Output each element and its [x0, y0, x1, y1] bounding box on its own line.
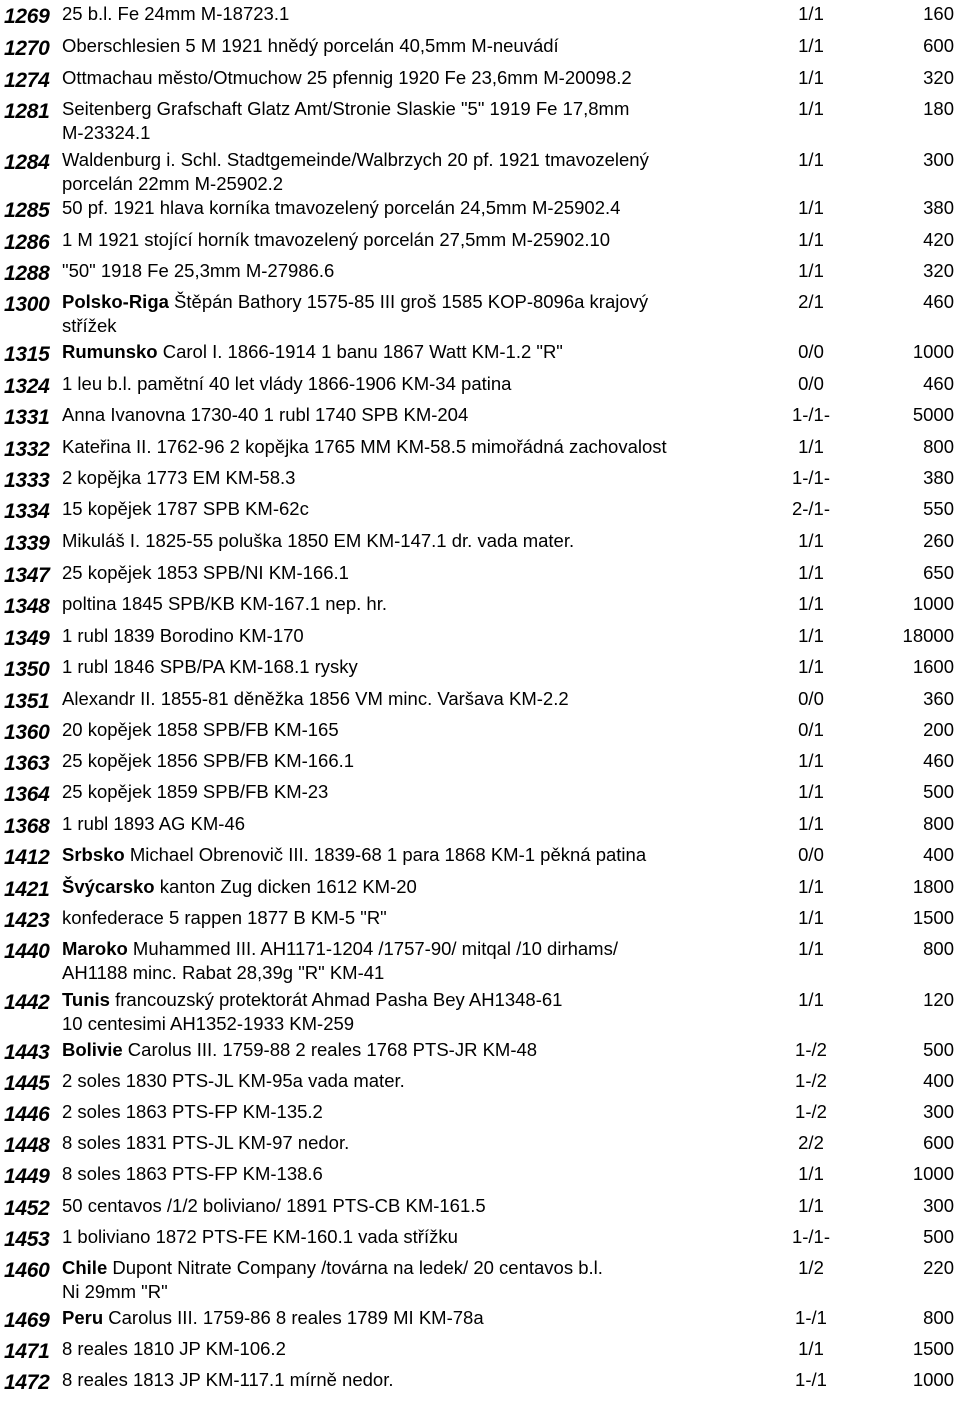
lot-grade: 2/1 — [798, 291, 824, 312]
lot-price: 320 — [923, 260, 954, 281]
lot-number: 1363 — [4, 752, 50, 775]
lot-grade: 1/1 — [798, 907, 824, 928]
lot-grade: 1/1 — [798, 989, 824, 1010]
description-line — [62, 1162, 782, 1186]
description-text: Mikuláš I. 1825-55 poluška 1850 EM KM-147.1 dr. vada mater. — [62, 530, 575, 551]
lot-number: 1449 — [4, 1165, 50, 1188]
lot-number: 1471 — [4, 1340, 50, 1363]
lot-description — [62, 1306, 782, 1330]
lot-number: 1347 — [4, 564, 50, 587]
lot-price: 1600 — [912, 656, 954, 677]
lot-row — [0, 937, 960, 983]
lot-description — [62, 812, 782, 836]
description-text: AH1188 minc. Rabat 28,39g "R" KM-41 — [62, 961, 385, 983]
description-text: 25 b.l. Fe 24mm M-18723.1 — [62, 3, 290, 24]
lot-grade: 1-/1 — [795, 1369, 827, 1390]
description-line — [62, 1368, 782, 1392]
lot-description — [62, 259, 782, 283]
lot-grade: 0/0 — [798, 373, 824, 394]
lot-number: 1334 — [4, 500, 50, 523]
description-text: střížek — [62, 314, 117, 336]
lot-description — [62, 1162, 782, 1186]
description-line — [62, 1337, 782, 1361]
description-text: Dupont Nitrate Company /továrna na ledek/ 20 centavos b.l. — [107, 1257, 603, 1278]
description-line — [62, 1100, 782, 1124]
lot-description — [62, 529, 782, 553]
description-text: Michael Obrenovič III. 1839-68 1 para 1868 KM-1 pěkná patina — [124, 844, 647, 865]
description-text: Ottmachau město/Otmuchow 25 pfennig 1920 Fe 23,6mm M-20098.2 — [62, 67, 632, 88]
lot-grade: 1/1 — [798, 781, 824, 802]
lot-number: 1453 — [4, 1228, 50, 1251]
lot-number: 1443 — [4, 1041, 50, 1064]
lot-description — [62, 34, 782, 58]
description-text: 50 pf. 1921 hlava korníka tmavozelený porcelán 24,5mm M-25902.4 — [62, 197, 621, 218]
description-line — [62, 259, 782, 283]
lot-price: 18000 — [902, 625, 954, 646]
lot-number: 1331 — [4, 406, 50, 429]
lot-price: 600 — [923, 35, 954, 56]
lot-price: 120 — [923, 989, 954, 1010]
lot-grade: 1/1 — [798, 625, 824, 646]
lot-description — [62, 1225, 782, 1249]
country-name: Srbsko — [62, 844, 125, 865]
description-text: 8 reales 1813 JP KM-117.1 mírně nedor. — [62, 1369, 394, 1390]
lot-number: 1452 — [4, 1197, 50, 1220]
lot-price: 420 — [923, 229, 954, 250]
lot-description — [62, 718, 782, 742]
lot-number: 1368 — [4, 815, 50, 838]
description-text: 1 M 1921 stojící horník tmavozelený porcelán 27,5mm M-25902.10 — [62, 229, 611, 250]
lot-price: 1000 — [912, 341, 954, 362]
description-line — [62, 937, 782, 961]
description-line — [62, 228, 782, 252]
country-name: Chile — [62, 1257, 108, 1278]
lot-price: 500 — [923, 1039, 954, 1060]
lot-row — [0, 1368, 960, 1408]
lot-grade: 0/0 — [798, 688, 824, 709]
description-line — [62, 718, 782, 742]
description-text: Carolus III. 1759-88 2 reales 1768 PTS-JR KM-48 — [122, 1039, 538, 1060]
lot-grade: 1/1 — [798, 149, 824, 170]
lot-description — [62, 228, 782, 252]
description-line — [62, 97, 782, 121]
description-line — [62, 561, 782, 585]
description-line — [62, 372, 782, 396]
description-text: 25 kopějek 1853 SPB/NI KM-166.1 — [62, 562, 349, 583]
lot-price: 650 — [923, 562, 954, 583]
lot-number: 1421 — [4, 878, 50, 901]
lot-row — [0, 290, 960, 336]
lot-number: 1274 — [4, 69, 50, 92]
description-text: 1 rubl 1893 AG KM-46 — [62, 813, 246, 834]
lot-price: 300 — [923, 149, 954, 170]
lot-price: 200 — [923, 719, 954, 740]
lot-description — [62, 2, 782, 26]
lot-description — [62, 435, 782, 459]
description-text: 25 kopějek 1856 SPB/FB KM-166.1 — [62, 750, 355, 771]
description-line — [62, 34, 782, 58]
lot-grade: 0/0 — [798, 844, 824, 865]
lot-description — [62, 340, 782, 364]
country-name: Peru — [62, 1307, 104, 1328]
lot-price: 400 — [923, 1070, 954, 1091]
lot-price: 550 — [923, 498, 954, 519]
description-text: porcelán 22mm M-25902.2 — [62, 172, 284, 194]
description-text: 1 boliviano 1872 PTS-FE KM-160.1 vada střížku — [62, 1226, 458, 1247]
description-text: Štěpán Bathory 1575-85 III groš 1585 KOP-8096a krajový — [168, 291, 649, 312]
lot-price: 500 — [923, 1226, 954, 1247]
lot-price: 260 — [923, 530, 954, 551]
lot-price: 380 — [923, 197, 954, 218]
lot-price: 460 — [923, 291, 954, 312]
lot-grade: 1/1 — [798, 593, 824, 614]
description-line — [62, 875, 782, 899]
lot-grade: 1/1 — [798, 98, 824, 119]
description-text: 8 soles 1831 PTS-JL KM-97 nedor. — [62, 1132, 350, 1153]
description-line — [62, 435, 782, 459]
lot-price: 600 — [923, 1132, 954, 1153]
lot-number: 1440 — [4, 940, 50, 963]
description-line — [62, 497, 782, 521]
description-text: Carolus III. 1759-86 8 reales 1789 MI KM-78a — [103, 1307, 484, 1328]
lot-number: 1460 — [4, 1259, 50, 1282]
lot-row — [0, 1256, 960, 1302]
lot-description — [62, 196, 782, 220]
lot-grade: 1/1 — [798, 197, 824, 218]
lot-number: 1351 — [4, 690, 50, 713]
description-text: M-23324.1 — [62, 121, 151, 143]
description-text: 50 centavos /1/2 boliviano/ 1891 PTS-CB KM-161.5 — [62, 1195, 486, 1216]
description-text: 25 kopějek 1859 SPB/FB KM-23 — [62, 781, 329, 802]
lot-number: 1281 — [4, 100, 50, 123]
lot-description — [62, 875, 782, 899]
lot-grade: 1/1 — [798, 1163, 824, 1184]
lot-grade: 1/2 — [798, 1257, 824, 1278]
description-line — [62, 290, 782, 314]
description-line — [62, 988, 782, 1012]
lot-number: 1324 — [4, 375, 50, 398]
lot-description — [62, 1368, 782, 1392]
lot-description — [62, 988, 782, 1035]
description-line — [62, 340, 782, 364]
lot-price: 1000 — [912, 1369, 954, 1390]
description-line — [62, 812, 782, 836]
lot-number: 1445 — [4, 1072, 50, 1095]
lot-price: 380 — [923, 467, 954, 488]
lot-grade: 0/0 — [798, 341, 824, 362]
description-text: 15 kopějek 1787 SPB KM-62c — [62, 498, 309, 519]
lot-price: 800 — [923, 436, 954, 457]
description-line — [62, 624, 782, 648]
lot-row — [0, 97, 960, 143]
lot-grade: 1-/2 — [795, 1070, 827, 1091]
description-line — [62, 196, 782, 220]
description-line — [62, 1225, 782, 1249]
description-line — [62, 1256, 782, 1280]
lot-price: 360 — [923, 688, 954, 709]
lot-number: 1423 — [4, 909, 50, 932]
description-line — [62, 1280, 782, 1304]
description-line — [62, 148, 782, 172]
lot-row — [0, 988, 960, 1034]
description-line — [62, 172, 782, 196]
lot-description — [62, 148, 782, 195]
lot-grade: 1/1 — [798, 876, 824, 897]
description-text: Alexandr II. 1855-81 děněžka 1856 VM minc. Varšava KM-2.2 — [62, 688, 569, 709]
lot-grade: 1-/1- — [791, 467, 831, 488]
lot-description — [62, 843, 782, 867]
lot-number: 1269 — [4, 5, 50, 28]
lot-price: 1500 — [912, 907, 954, 928]
lot-description — [62, 1256, 782, 1303]
lot-grade: 1/1 — [798, 3, 824, 24]
lot-grade: 1/1 — [798, 67, 824, 88]
description-text: 20 kopějek 1858 SPB/FB KM-165 — [62, 719, 339, 740]
lot-number: 1315 — [4, 343, 50, 366]
lot-price: 220 — [923, 1257, 954, 1278]
country-name: Švýcarsko — [62, 876, 155, 897]
lot-number: 1348 — [4, 595, 50, 618]
description-line — [62, 403, 782, 427]
description-line — [62, 843, 782, 867]
description-line — [62, 961, 782, 985]
lot-description — [62, 466, 782, 490]
description-text: Carol I. 1866-1914 1 banu 1867 Watt KM-1.2 "R" — [157, 341, 563, 362]
lot-grade: 1/1 — [798, 229, 824, 250]
lot-description — [62, 1100, 782, 1124]
description-text: kanton Zug dicken 1612 KM-20 — [154, 876, 417, 897]
description-line — [62, 466, 782, 490]
description-text: 1 rubl 1846 SPB/PA KM-168.1 rysky — [62, 656, 358, 677]
lot-price: 180 — [923, 98, 954, 119]
lot-price: 1000 — [912, 593, 954, 614]
description-line — [62, 1038, 782, 1062]
lot-price: 460 — [923, 373, 954, 394]
lot-number: 1448 — [4, 1134, 50, 1157]
lot-price: 460 — [923, 750, 954, 771]
lot-description — [62, 290, 782, 337]
description-line — [62, 780, 782, 804]
description-text: 10 centesimi AH1352-1933 KM-259 — [62, 1012, 355, 1034]
lot-number: 1472 — [4, 1371, 50, 1394]
description-text: poltina 1845 SPB/KB KM-167.1 nep. hr. — [62, 593, 387, 614]
lot-grade: 1/1 — [798, 562, 824, 583]
lot-description — [62, 624, 782, 648]
lot-price: 1800 — [912, 876, 954, 897]
lot-number: 1300 — [4, 293, 50, 316]
description-line — [62, 1012, 782, 1036]
lot-grade: 2/2 — [798, 1132, 824, 1153]
lot-description — [62, 497, 782, 521]
lot-grade: 2-/1- — [791, 498, 831, 519]
lot-description — [62, 1131, 782, 1155]
lot-number: 1339 — [4, 532, 50, 555]
lot-description — [62, 749, 782, 773]
lot-grade: 1/1 — [798, 35, 824, 56]
lot-price: 320 — [923, 67, 954, 88]
lot-grade: 1/1 — [798, 813, 824, 834]
description-line — [62, 687, 782, 711]
lot-grade: 1-/1- — [791, 1226, 831, 1247]
description-text: Oberschlesien 5 M 1921 hnědý porcelán 40,5mm M-neuvádí — [62, 35, 559, 56]
lot-price: 800 — [923, 1307, 954, 1328]
lot-grade: 1/1 — [798, 938, 824, 959]
description-line — [62, 906, 782, 930]
lot-grade: 1/1 — [798, 656, 824, 677]
lot-grade: 1-/2 — [795, 1101, 827, 1122]
lot-price: 300 — [923, 1101, 954, 1122]
lot-price: 1000 — [912, 1163, 954, 1184]
description-line — [62, 529, 782, 553]
lot-description — [62, 906, 782, 930]
description-line — [62, 749, 782, 773]
lot-grade: 1/1 — [798, 1195, 824, 1216]
description-line — [62, 66, 782, 90]
lot-grade: 1-/2 — [795, 1039, 827, 1060]
country-name: Tunis — [62, 989, 110, 1010]
description-text: Muhammed III. AH1171-1204 /1757-90/ mitqal /10 dirhams/ — [127, 938, 618, 959]
lot-number: 1333 — [4, 469, 50, 492]
lot-description — [62, 655, 782, 679]
lot-number: 1288 — [4, 262, 50, 285]
description-text: 2 soles 1863 PTS-FP KM-135.2 — [62, 1101, 323, 1122]
lot-price: 800 — [923, 813, 954, 834]
lot-description — [62, 1337, 782, 1361]
country-name: Rumunsko — [62, 341, 158, 362]
lot-description — [62, 937, 782, 984]
lot-price: 160 — [923, 3, 954, 24]
lot-number: 1350 — [4, 658, 50, 681]
description-line — [62, 121, 782, 145]
country-name: Maroko — [62, 938, 128, 959]
lot-grade: 1-/1- — [791, 404, 831, 425]
lot-description — [62, 592, 782, 616]
description-text: 1 rubl 1839 Borodino KM-170 — [62, 625, 304, 646]
lot-row — [0, 148, 960, 194]
lot-price: 5000 — [912, 404, 954, 425]
lot-description — [62, 780, 782, 804]
lot-number: 1364 — [4, 783, 50, 806]
lot-grade: 1-/1 — [795, 1307, 827, 1328]
lot-grade: 1/1 — [798, 530, 824, 551]
description-line — [62, 1194, 782, 1218]
lot-description — [62, 1069, 782, 1093]
lot-description — [62, 687, 782, 711]
description-text: Ni 29mm "R" — [62, 1280, 168, 1302]
lot-number: 1469 — [4, 1309, 50, 1332]
lot-grade: 0/1 — [798, 719, 824, 740]
description-line — [62, 655, 782, 679]
description-line — [62, 592, 782, 616]
description-text: 2 kopějka 1773 EM KM-58.3 — [62, 467, 296, 488]
description-text: 8 soles 1863 PTS-FP KM-138.6 — [62, 1163, 323, 1184]
description-text: 8 reales 1810 JP KM-106.2 — [62, 1338, 286, 1359]
lot-grade: 1/1 — [798, 750, 824, 771]
lot-grade: 1/1 — [798, 436, 824, 457]
description-text: Seitenberg Grafschaft Glatz Amt/Stronie Slaskie "5" 1919 Fe 17,8mm — [62, 98, 630, 119]
lot-number: 1332 — [4, 438, 50, 461]
lot-description — [62, 561, 782, 585]
description-line — [62, 314, 782, 338]
lot-description — [62, 403, 782, 427]
lot-description — [62, 372, 782, 396]
country-name: Polsko-Riga — [62, 291, 169, 312]
lot-price: 1500 — [912, 1338, 954, 1359]
lot-number: 1442 — [4, 991, 50, 1014]
description-text: 2 soles 1830 PTS-JL KM-95a vada mater. — [62, 1070, 405, 1091]
description-text: Anna Ivanovna 1730-40 1 rubl 1740 SPB KM-204 — [62, 404, 469, 425]
lot-number: 1285 — [4, 199, 50, 222]
description-line — [62, 1131, 782, 1155]
lot-grade: 1/1 — [798, 1338, 824, 1359]
description-text: konfederace 5 rappen 1877 B KM-5 "R" — [62, 907, 387, 928]
description-line — [62, 1069, 782, 1093]
description-text: 1 leu b.l. pamětní 40 let vlády 1866-1906 KM-34 patina — [62, 373, 512, 394]
lot-number: 1284 — [4, 151, 50, 174]
lot-grade: 1/1 — [798, 260, 824, 281]
description-line — [62, 1306, 782, 1330]
lot-description — [62, 1038, 782, 1062]
lot-number: 1446 — [4, 1103, 50, 1126]
lot-price: 500 — [923, 781, 954, 802]
lot-number: 1360 — [4, 721, 50, 744]
lot-description — [62, 66, 782, 90]
lot-description — [62, 1194, 782, 1218]
description-text: francouzský protektorát Ahmad Pasha Bey AH1348-61 — [109, 989, 563, 1010]
lot-price: 300 — [923, 1195, 954, 1216]
lot-price: 400 — [923, 844, 954, 865]
description-text: "50" 1918 Fe 25,3mm M-27986.6 — [62, 260, 335, 281]
lot-number: 1286 — [4, 231, 50, 254]
country-name: Bolivie — [62, 1039, 123, 1060]
description-text: Waldenburg i. Schl. Stadtgemeinde/Walbrzych 20 pf. 1921 tmavozelený — [62, 149, 649, 170]
lot-description — [62, 97, 782, 144]
description-text: Kateřina II. 1762-96 2 kopějka 1765 MM KM-58.5 mimořádná zachovalost — [62, 436, 667, 457]
lot-number: 1412 — [4, 846, 50, 869]
description-line — [62, 2, 782, 26]
lot-number: 1349 — [4, 627, 50, 650]
lot-number: 1270 — [4, 37, 50, 60]
lot-price: 800 — [923, 938, 954, 959]
